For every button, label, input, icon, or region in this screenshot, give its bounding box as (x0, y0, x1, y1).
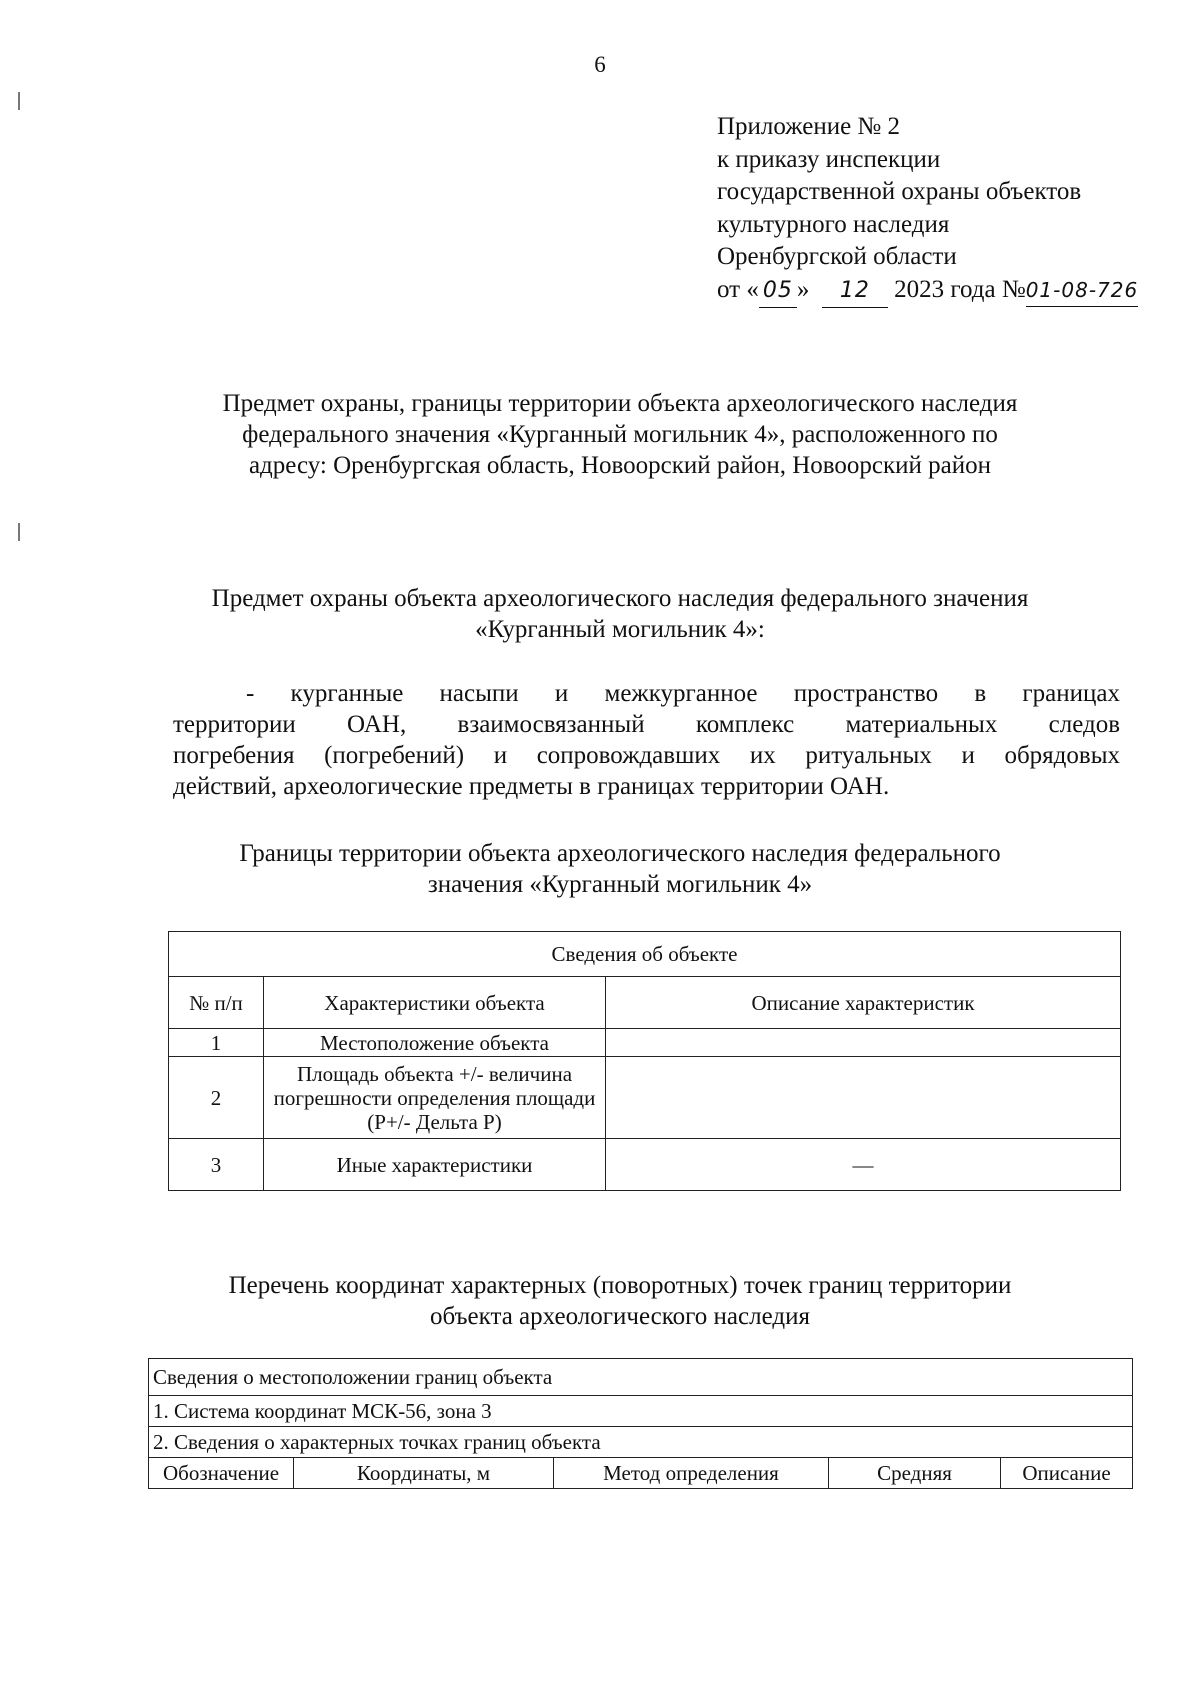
paragraph-line: - курганные насыпи и межкурганное пространство в границах (246, 680, 1120, 707)
main-title-line: федерального значения «Курганный могильник 4», расположенного по (242, 421, 998, 448)
handwritten-order-number: 01-08-726 (1026, 274, 1138, 308)
subject-title-line: «Курганный могильник 4»: (475, 616, 765, 643)
table-row (149, 1427, 1133, 1458)
header-cell: Обозначение (149, 1458, 294, 1489)
margin-mark (18, 523, 20, 541)
appendix-line: к приказу инспекции (717, 145, 941, 173)
header-cell: Описание (1001, 1458, 1133, 1489)
page-number: 6 (594, 52, 606, 77)
paragraph-line: действий, археологические предметы в границах территории ОАН. (173, 773, 890, 800)
header-cell: № п/п (169, 977, 264, 1029)
header-cell: Описание характеристик (606, 977, 1121, 1029)
date-year: 2023 года № (894, 275, 1026, 303)
description-cell (606, 1057, 1121, 1139)
appendix-line: культурного наследия (717, 210, 950, 238)
points-info-cell: 2. Сведения о характерных точках границ объекта (149, 1427, 1133, 1458)
header-cell: Координаты, м (294, 1458, 554, 1489)
main-title-line: адресу: Оренбургская область, Новоорский район, Новоорский район (248, 452, 992, 479)
margin-mark (18, 92, 20, 110)
header-cell: Метод определения (554, 1458, 829, 1489)
table-row (169, 1029, 1121, 1057)
appendix-line: Приложение № 2 (717, 113, 901, 140)
characteristic-cell: Площадь объекта +/- величина погрешности определения площади (Р+/- Дельта Р) (264, 1057, 606, 1139)
main-title-line: Предмет охраны, границы территории объекта археологического наследия (222, 390, 1018, 417)
header-cell: Характеристики объекта (264, 977, 606, 1029)
table-row (149, 1396, 1133, 1427)
location-table-caption: Сведения о местоположении границ объекта (149, 1359, 1133, 1396)
paragraph-line: погребения (погребений) и сопровождавших их ритуальных и обрядовых (173, 742, 1120, 769)
date-mid: » (796, 275, 810, 303)
handwritten-month: 12 (822, 275, 888, 309)
location-table (148, 1358, 1133, 1489)
order-date-line (717, 274, 1138, 309)
description-cell: — (606, 1139, 1121, 1191)
boundaries-title-line: значения «Курганный могильник 4» (427, 871, 813, 898)
coordinates-title (150, 1270, 1090, 1332)
object-table-caption: Сведения об объекте (169, 932, 1121, 977)
appendix-header (717, 111, 1138, 308)
boundaries-title (150, 838, 1090, 900)
header-cell: Средняя (829, 1458, 1001, 1489)
handwritten-day: 05 (759, 275, 797, 309)
characteristic-cell: Местоположение объекта (264, 1029, 606, 1057)
appendix-line: Оренбургской области (717, 243, 957, 270)
table-row (149, 1359, 1133, 1396)
main-title (150, 388, 1090, 481)
subject-paragraph (173, 678, 1120, 802)
appendix-line: государственной охраны объектов (717, 178, 1082, 205)
table-header-row (149, 1458, 1133, 1489)
description-cell (606, 1029, 1121, 1057)
subject-title (150, 583, 1090, 645)
paragraph-line: территории ОАН, взаимосвязанный комплекс материальных следов (173, 711, 1120, 738)
row-number: 3 (169, 1139, 264, 1191)
row-number: 1 (169, 1029, 264, 1057)
coordinate-system-cell: 1. Система координат МСК-56, зона 3 (149, 1396, 1133, 1427)
table-row (169, 1139, 1121, 1191)
date-prefix: от « (717, 275, 759, 303)
characteristic-cell: Иные характеристики (264, 1139, 606, 1191)
coordinates-title-line: Перечень координат характерных (поворотных) точек границ территории (228, 1272, 1012, 1299)
coordinates-title-line: объекта археологического наследия (430, 1303, 810, 1330)
object-info-table (168, 931, 1121, 1191)
row-number: 2 (169, 1057, 264, 1139)
table-row (169, 1057, 1121, 1139)
boundaries-title-line: Границы территории объекта археологического наследия федерального (239, 840, 1001, 867)
subject-title-line: Предмет охраны объекта археологического наследия федерального значения (211, 585, 1029, 612)
